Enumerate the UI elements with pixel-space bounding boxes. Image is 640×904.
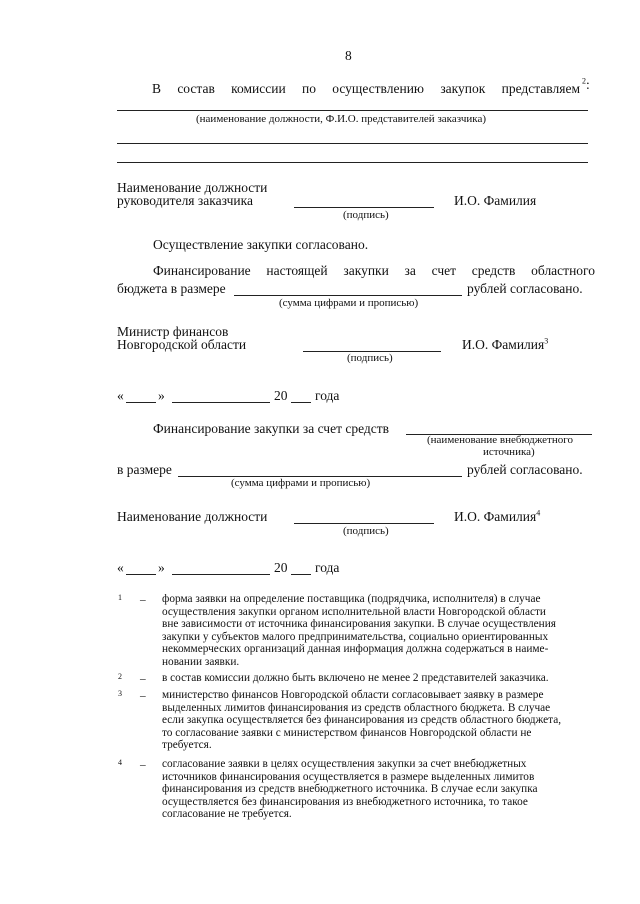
footnote-1-number: 1 bbox=[118, 593, 122, 602]
footnote-1-line: закупки у субъектов малого предпринимательства, социально ориентированных bbox=[162, 630, 549, 643]
footnote-1-line: вне зависимости от источника финансирования закупки. В случае осуществления bbox=[162, 618, 556, 631]
footnote-4-line: осуществляется без финансирования из внебюджетного источника, то такое bbox=[162, 795, 528, 808]
commission-text bbox=[152, 81, 580, 97]
extra-budget-prefix: в размере bbox=[117, 462, 172, 477]
footnote-4-text bbox=[162, 758, 602, 821]
position-name-text: И.О. Фамилия bbox=[454, 509, 537, 524]
date-1-year-suffix: года bbox=[315, 388, 340, 403]
regional-budget-line1 bbox=[153, 263, 595, 279]
regional-budget-caption: (сумма цифрами и прописью) bbox=[279, 297, 419, 309]
date-1-open: « bbox=[117, 388, 124, 403]
footnote-1-dash: – bbox=[140, 594, 146, 606]
regional-budget-prefix: бюджета в размере bbox=[117, 281, 226, 296]
extra-budget-suffix: рублей согласовано. bbox=[467, 462, 583, 477]
commission-caption: (наименование должности, Ф.И.О. представителей заказчика) bbox=[196, 113, 487, 125]
extra-budget-sum-caption: (сумма цифрами и прописью) bbox=[231, 477, 371, 489]
minister-line1: Министр финансов bbox=[117, 324, 229, 339]
date-2-open: « bbox=[117, 560, 124, 575]
date-1-month-line[interactable] bbox=[172, 402, 270, 403]
footnote-3-text bbox=[162, 689, 602, 752]
footnote-1-line: некоммерческих организаций данная информация должна содержаться в наиме- bbox=[162, 643, 549, 656]
minister-signature-caption: (подпись) bbox=[347, 352, 393, 364]
page-number: 8 bbox=[345, 48, 352, 63]
commission-line-3[interactable] bbox=[117, 162, 588, 163]
regional-budget-sum-line[interactable] bbox=[234, 295, 462, 296]
date-2-year-suffix: года bbox=[315, 560, 340, 575]
commission-line-2[interactable] bbox=[117, 143, 588, 144]
regional-budget-suffix: рублей согласовано. bbox=[467, 281, 583, 296]
minister-name bbox=[462, 337, 548, 353]
footnote-3-line: министерство финансов Новгородской области согласовывает заявку в размере bbox=[162, 689, 544, 701]
extra-budget-caption-1: (наименование внебюджетного bbox=[427, 434, 573, 446]
footnote-2-dash: – bbox=[140, 673, 146, 685]
extra-budget-line1: Финансирование закупки за счет средств bbox=[153, 421, 390, 436]
footnote-4-dash: – bbox=[140, 759, 146, 771]
regional-budget-line1-text: Финансирование настоящей закупки за счет средств областного bbox=[153, 263, 595, 278]
commission-text-content: В состав комиссии по осуществлению закупок представляем bbox=[152, 81, 580, 96]
date-1-year-line[interactable] bbox=[291, 402, 311, 403]
date-2-day-line[interactable] bbox=[126, 574, 156, 575]
head-position-line2: руководителя заказчика bbox=[117, 193, 253, 208]
footnote-4-number: 4 bbox=[118, 758, 122, 767]
footnote-2-text bbox=[162, 672, 602, 685]
head-signature-line[interactable] bbox=[294, 207, 434, 208]
position-signature-line[interactable] bbox=[294, 523, 434, 524]
commission-colon: : bbox=[586, 77, 590, 92]
commission-line-1[interactable] bbox=[117, 110, 588, 111]
minister-name-text: И.О. Фамилия bbox=[462, 337, 545, 352]
footnote-3-dash: – bbox=[140, 690, 146, 702]
minister-line2: Новгородской области bbox=[117, 337, 247, 352]
date-2-year-line[interactable] bbox=[291, 574, 311, 575]
position-signature-caption: (подпись) bbox=[343, 525, 389, 537]
date-1-day-line[interactable] bbox=[126, 402, 156, 403]
footnote-4-line: финансирования из средств внебюджетного источника. В случае если закупка bbox=[162, 783, 538, 796]
footnote-3-line: выделенных лимитов финансирования из средств областного бюджета. В случае bbox=[162, 701, 551, 714]
footnote-4-line: согласование не требуется. bbox=[162, 808, 292, 821]
date-2-close: » bbox=[158, 560, 165, 575]
footnote-2-number: 2 bbox=[118, 672, 122, 681]
head-signature-caption: (подпись) bbox=[343, 209, 389, 221]
footnote-4-line: согласование заявки в целях осуществления закупки за счет внебюджетных bbox=[162, 758, 527, 770]
footnote-4-line: источников финансирования осуществляется в размере выделенных лимитов bbox=[162, 770, 535, 783]
footnote-3-line: требуется. bbox=[162, 739, 212, 752]
footnote-3-number: 3 bbox=[118, 689, 122, 698]
date-2-month-line[interactable] bbox=[172, 574, 270, 575]
extra-budget-caption-2: источника) bbox=[483, 446, 535, 458]
commission-sup: 2 bbox=[582, 76, 586, 86]
footnote-1-line: новании заявки. bbox=[162, 655, 240, 668]
minister-sup: 3 bbox=[544, 336, 549, 346]
head-position-line1: Наименование должности bbox=[117, 180, 268, 195]
date-1-year-prefix: 20 bbox=[274, 388, 288, 403]
position-sup: 4 bbox=[536, 508, 541, 518]
position-name bbox=[454, 509, 540, 525]
footnote-3-line: если закупка осуществляется без финансирования из средств областного бюджета, bbox=[162, 714, 562, 727]
position-label: Наименование должности bbox=[117, 509, 268, 524]
footnote-3-line: то согласование заявки с министерством финансов Новгородской области не bbox=[162, 726, 532, 739]
footnote-1-line: осуществления закупки органом исполнительной власти Новгородской области bbox=[162, 605, 546, 618]
date-2-year-prefix: 20 bbox=[274, 560, 288, 575]
date-1-close: » bbox=[158, 388, 165, 403]
footnote-1-text bbox=[162, 593, 602, 669]
agreed-text: Осуществление закупки согласовано. bbox=[153, 237, 369, 252]
head-name: И.О. Фамилия bbox=[454, 193, 537, 208]
footnote-1-line: форма заявки на определение поставщика (подрядчика, исполнителя) в случае bbox=[162, 593, 541, 605]
footnote-2-line: в состав комиссии должно быть включено не менее 2 представителей заказчика. bbox=[162, 672, 549, 684]
commission-footnote-ref bbox=[582, 77, 590, 93]
